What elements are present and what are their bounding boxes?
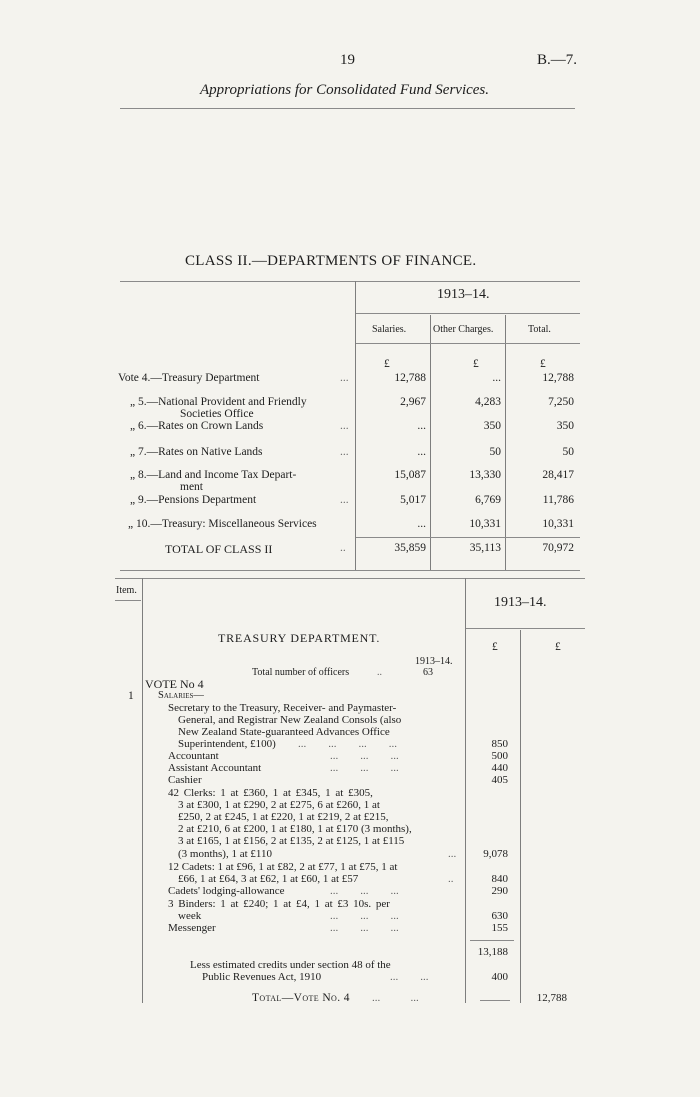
line-secretary-1: Secretary to the Treasury, Receiver- and Paymaster-	[168, 702, 397, 714]
row-total: 7,250	[548, 396, 574, 408]
amount-subtotal: 13,188	[477, 946, 508, 958]
dots: ... ...	[372, 992, 419, 1004]
row-other: 35,113	[469, 542, 501, 554]
summary-top-rule	[120, 281, 580, 282]
row-label-continued: ment	[180, 481, 203, 493]
item-column-divider	[142, 578, 143, 1003]
row-total: 11,786	[542, 494, 574, 506]
dots: ... ... ...	[330, 885, 399, 897]
line-cadets-2: £66, 1 at £64, 3 at £62, 1 at £60, 1 at £57	[178, 873, 359, 885]
summary-year: 1913–14.	[437, 287, 490, 302]
dots: ...	[448, 848, 457, 860]
row-other: ...	[492, 372, 501, 384]
amount-cashier: 405	[491, 774, 508, 786]
row-dots: ...	[340, 494, 349, 506]
summary-col-total: Total.	[528, 324, 551, 335]
row-total: 10,331	[542, 518, 574, 530]
row-dots: ..	[340, 542, 346, 554]
line-secretary-2: General, and Registrar New Zealand Consols (also	[178, 714, 402, 726]
class-title: CLASS II.—DEPARTMENTS OF FINANCE.	[185, 253, 477, 269]
row-other: 350	[483, 420, 501, 432]
summary-col-salaries: Salaries.	[372, 324, 407, 335]
row-salaries: ...	[417, 446, 426, 458]
amount-clerks: 9,078	[483, 848, 508, 860]
detail-currency-1: £	[492, 641, 498, 653]
credits-rule	[480, 1000, 510, 1001]
dots: ... ... ...	[330, 910, 399, 922]
item-column-header: Item.	[116, 585, 137, 596]
row-label-continued: Societies Office	[180, 408, 254, 420]
summary-col-divider-1	[430, 315, 431, 571]
header-rule	[120, 108, 575, 109]
item-header-rule	[115, 600, 141, 601]
line-clerks-4: 2 at £210, 6 at £200, 1 at £180, 1 at £170 (3 months),	[178, 823, 412, 835]
salaries-heading: Salaries—	[158, 690, 204, 701]
row-label: Vote 4.—Treasury Department	[118, 372, 260, 384]
row-other: 10,331	[469, 518, 501, 530]
line-clerks-6: (3 months), 1 at £110	[178, 848, 272, 860]
officers-count: 63	[423, 667, 433, 678]
amount-messenger: 155	[491, 922, 508, 934]
line-secretary-3: New Zealand State-guaranteed Advances Office	[178, 726, 390, 738]
less-credits-line-1: Less estimated credits under section 48 of the	[190, 959, 391, 971]
line-secretary-4: Superintendent, £100)	[178, 738, 276, 750]
row-label: „ 8.—Land and Income Tax Depart-	[130, 469, 297, 481]
line-clerks-5: 3 at £165, 1 at £156, 2 at £135, 2 at £125, 1 at £115	[178, 835, 405, 847]
amount-lodging: 290	[491, 885, 508, 897]
row-salaries: 12,788	[394, 372, 426, 384]
document-ref: B.—7.	[537, 52, 578, 68]
vote-heading: VOTE No 4	[145, 677, 204, 691]
dots: ... ... ... ...	[298, 738, 397, 750]
dots: ... ... ...	[330, 922, 399, 934]
dots: ... ...	[390, 971, 429, 983]
amount-accountant: 500	[491, 750, 508, 762]
amount-cadets: 840	[491, 873, 508, 885]
dots: ..	[448, 873, 454, 885]
row-other: 4,283	[475, 396, 501, 408]
row-total: 28,417	[542, 469, 574, 481]
line-cadets-1: 12 Cadets: 1 at £96, 1 at £82, 2 at £77, 1 at £75, 1 at	[168, 861, 398, 873]
row-salaries: 35,859	[394, 542, 426, 554]
amount-credits: 400	[491, 971, 508, 983]
row-other: 13,330	[469, 469, 501, 481]
row-total: 70,972	[542, 542, 574, 554]
detail-top-rule	[115, 578, 585, 579]
summary-col-divider-2	[505, 315, 506, 571]
dots: ... ... ...	[330, 750, 399, 762]
row-other: 6,769	[475, 494, 501, 506]
detail-year: 1913–14.	[494, 595, 547, 610]
row-other: 50	[489, 446, 501, 458]
dots: ... ... ...	[330, 762, 399, 774]
row-salaries: 5,017	[400, 494, 426, 506]
summary-bottom-rule	[120, 570, 580, 571]
row-label: „ 5.—National Provident and Friendly	[130, 396, 307, 408]
line-binders-2: week	[178, 910, 202, 922]
currency-salaries: £	[384, 358, 390, 370]
page-title: Appropriations for Consolidated Fund Services.	[200, 82, 490, 98]
row-salaries: 2,967	[400, 396, 426, 408]
row-salaries: ...	[417, 518, 426, 530]
row-label: „ 6.—Rates on Crown Lands	[130, 420, 264, 432]
officers-year: 1913–14.	[415, 656, 453, 667]
row-dots: ...	[340, 446, 349, 458]
summary-year-rule	[356, 313, 580, 314]
row-dots: ...	[340, 372, 349, 384]
amount-column-divider-2	[520, 630, 521, 1003]
line-assistant: Assistant Accountant	[168, 762, 262, 774]
row-dots: ...	[340, 420, 349, 432]
line-clerks-1: 42 Clerks: 1 at £360, 1 at £345, 1 at £305,	[168, 787, 373, 799]
amount-secretary: 850	[491, 738, 508, 750]
line-clerks-2: 3 at £300, 1 at £290, 2 at £275, 6 at £260, 1 at	[178, 799, 380, 811]
page-number: 19	[340, 52, 355, 68]
row-total: 12,788	[542, 372, 574, 384]
amount-binders: 630	[491, 910, 508, 922]
line-clerks-3: £250, 2 at £245, 1 at £220, 1 at £219, 2 at £215,	[178, 811, 389, 823]
currency-other: £	[473, 358, 479, 370]
currency-total: £	[540, 358, 546, 370]
line-cashier: Cashier	[168, 774, 202, 786]
summary-col-other: Other Charges.	[433, 324, 494, 335]
row-label: „ 10.—Treasury: Miscellaneous Services	[128, 518, 317, 530]
row-label: TOTAL OF CLASS II	[165, 542, 273, 556]
less-credits-line-2: Public Revenues Act, 1910	[202, 971, 322, 983]
detail-currency-2: £	[555, 641, 561, 653]
row-total: 50	[562, 446, 574, 458]
line-binders-1: 3 Binders: 1 at £240; 1 at £4, 1 at £3 10s. per	[168, 898, 390, 910]
row-label: „ 7.—Rates on Native Lands	[130, 446, 263, 458]
row-salaries: ...	[417, 420, 426, 432]
amount-assistant: 440	[491, 762, 508, 774]
row-total: 350	[556, 420, 574, 432]
vote-total-label: Total—Vote No. 4	[252, 992, 350, 1004]
amount-column-divider-1	[465, 578, 466, 1003]
row-salaries: 15,087	[394, 469, 426, 481]
detail-year-rule	[466, 628, 585, 629]
department-title: TREASURY DEPARTMENT.	[218, 631, 381, 645]
vote-total-amount: 12,788	[536, 992, 567, 1004]
summary-total-rule	[356, 537, 580, 538]
officers-dots: ..	[377, 667, 382, 678]
item-number: 1	[128, 690, 134, 702]
subtotal-rule	[470, 940, 514, 941]
summary-header-rule	[356, 343, 580, 344]
line-accountant: Accountant	[168, 750, 219, 762]
row-label: „ 9.—Pensions Department	[130, 494, 257, 506]
line-messenger: Messenger	[168, 922, 216, 934]
officers-label: Total number of officers	[252, 667, 350, 678]
line-lodging: Cadets' lodging-allowance	[168, 885, 285, 897]
